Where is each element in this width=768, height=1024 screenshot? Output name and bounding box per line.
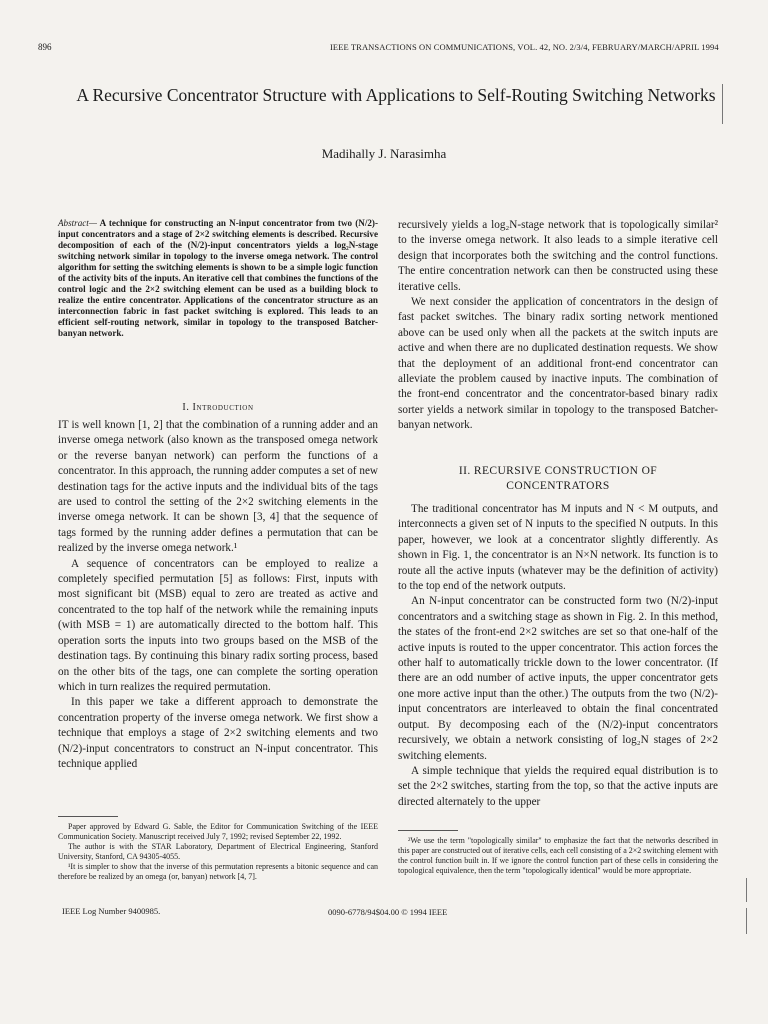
section-heading-line: CONCENTRATORS <box>506 480 610 492</box>
footnote: ¹It is simpler to show that the inverse of this permutation represents a bitonic sequence and can therefore be realized by an omega (or, banyan) network [4, 7]. <box>58 862 378 881</box>
section-heading-line: II. RECURSIVE CONSTRUCTION OF <box>458 465 658 477</box>
abstract <box>58 218 378 339</box>
paragraph: recursively yields a log₂N-stage network that is topologically similar² to the inverse omega network. It also leads to a simple iterative cell design that incorporates both the switching and the control functions. The entire concentration network can then be constructed using these iterative cells. <box>398 219 718 293</box>
abstract-label: Abstract— <box>58 218 97 228</box>
introduction-body <box>58 418 378 772</box>
footnote: Paper approved by Edward G. Sable, the Editor for Communication Switching of the IEEE Communication Society. Manuscript received July 7, 1992; revised September 22, 1992. <box>58 822 378 841</box>
copyright-line: 0090-6778/94$04.00 © 1994 IEEE <box>328 907 448 917</box>
footnote-rule <box>398 830 458 831</box>
paragraph: We next consider the application of concentrators in the design of fast packet switches. The binary radix sorting network mentioned above can be used only when all the packets at the switch inputs are active and when there are no duplicated destination requests. We show that the deployment of an additional front-end concentrator can alleviate the problem caused by inactive inputs. The combination of the front-end concentrator and the concentrator-based binary radix sorter yields a network similar in topology to the transposed Batcher-banyan network. <box>398 296 718 432</box>
running-head: IEEE TRANSACTIONS ON COMMUNICATIONS, VOL. 42, NO. 2/3/4, FEBRUARY/MARCH/APRIL 1994 <box>330 42 719 52</box>
section-heading-recursive-construction <box>398 464 718 494</box>
paragraph: An N-input concentrator can be constructed form two (N/2)-input concentrators and a switching stage as shown in Fig. 2. In this method, the states of the front-end 2×2 switches are set so that one-half of the active inputs is routed to the upper concentrator. This action forces the other half to automatically trickle down to the lower concentrator. (If there are an odd number of active inputs, the upper concentrator gets one more active input than the other.) The outputs from the two (N/2)-input concentrators are interleaved to obtain the final concentrated output. By decomposing each of the (N/2)-input concentrators recursively, we obtain a network consisting of log₂N stages of 2×2 switching elements. <box>398 595 718 762</box>
paragraph: A simple technique that yields the required equal distribution is to set the 2×2 switches, starting from the top, so that the active inputs are directed alternately to the upper <box>398 764 718 808</box>
abstract-text: A technique for constructing an N-input concentrator from two (N/2)-input concentrators and a stage of 2×2 switching elements is described. Recursive decomposition of each of the (N/2)-input concentrators yields a log₂N-stage switching network similar in topology to the inverse omega network. The control algorithm for setting the switching elements is shown to be a simple logic function of the activity bits of the inputs. An iterative cell that combines the functions of the control logic and the 2×2 switching element can be used as a building block to realize the entire concentrator. Applications of the concentrator structure as an interconnection fabric in fast packet switching is explored. This leads to an efficient self-routing network, similar in topology to the transposed Batcher-banyan network. <box>58 218 378 338</box>
section-heading-introduction: I. Introduction <box>182 402 254 413</box>
footnote: The author is with the STAR Laboratory, Department of Electrical Engineering, Stanford University, Stanford, CA 94305-4055. <box>58 842 378 861</box>
author-name: Madihally J. Narasimha <box>321 146 447 161</box>
scan-margin-mark <box>722 84 723 124</box>
paragraph: A sequence of concentrators can be employed to realize a completely specified permutation [5] as follows: First, inputs with most significant bit (MSB) equal to zero are treated as active and concentrated to the top half of the network while the remaining inputs (with MSB = 1) are automatically directed to the bottom half. This operation sorts the inputs into two groups based on the MSB of the destination tags. By continuing this binary radix sorting process, based on the other bits of the tags, one can complete the sorting operation which in turn realizes the required permutation. <box>58 557 378 693</box>
scan-margin-mark <box>746 878 747 902</box>
footnote: ²We use the term "topologically similar" to emphasize the fact that the networks described in this paper are constructed out of iterative cells, each cell consisting of a 2×2 switching element with the control function built in. If we ignore the control function part of these cells in considering the topological equivalence, then the term "topologically identical" would be more appropriate. <box>398 836 718 875</box>
footnote-rule <box>58 816 118 817</box>
introduction-continued <box>398 218 718 434</box>
paragraph: In this paper we take a different approach to demonstrate the concentration property of the inverse omega network. We first show a technique that employs a stage of 2×2 switching elements and two (N/2)-input concentrators to construct an N-input concentrator. This technique applied <box>58 696 378 770</box>
section2-body <box>398 502 718 810</box>
scan-margin-mark <box>746 908 747 934</box>
paragraph: The traditional concentrator has M inputs and N < M outputs, and interconnects a given set of N inputs to the specified N outputs. In this paper, however, we look at a concentrator slightly differently. As shown in Fig. 1, the concentrator is an N×N network. Its function is to route all the active inputs (whatever may be the definition of activity) to the top end of the network outputs. <box>398 503 718 593</box>
footnote-right <box>398 836 718 876</box>
page-number: 896 <box>38 42 52 52</box>
log-number: IEEE Log Number 9400985. <box>62 906 161 916</box>
paragraph: IT is well known [1, 2] that the combination of a running adder and an inverse omega network (also known as the transposed omega network or the reverse banyan network) can perform the functions of a concentrator. In this approach, the running adder computes a set of new destination tags for the active inputs and the individual bits of the tags are used to control the setting of the 2×2 switching elements in the inverse omega network. It can be shown [3, 4] that the sequence of tags formed by the running adder defines a permutation that can be realized by the inverse omega network.¹ <box>58 419 378 555</box>
footnotes-left <box>58 822 378 882</box>
paper-title: A Recursive Concentrator Structure with Applications to Self-Routing Switching Networks <box>76 85 716 105</box>
